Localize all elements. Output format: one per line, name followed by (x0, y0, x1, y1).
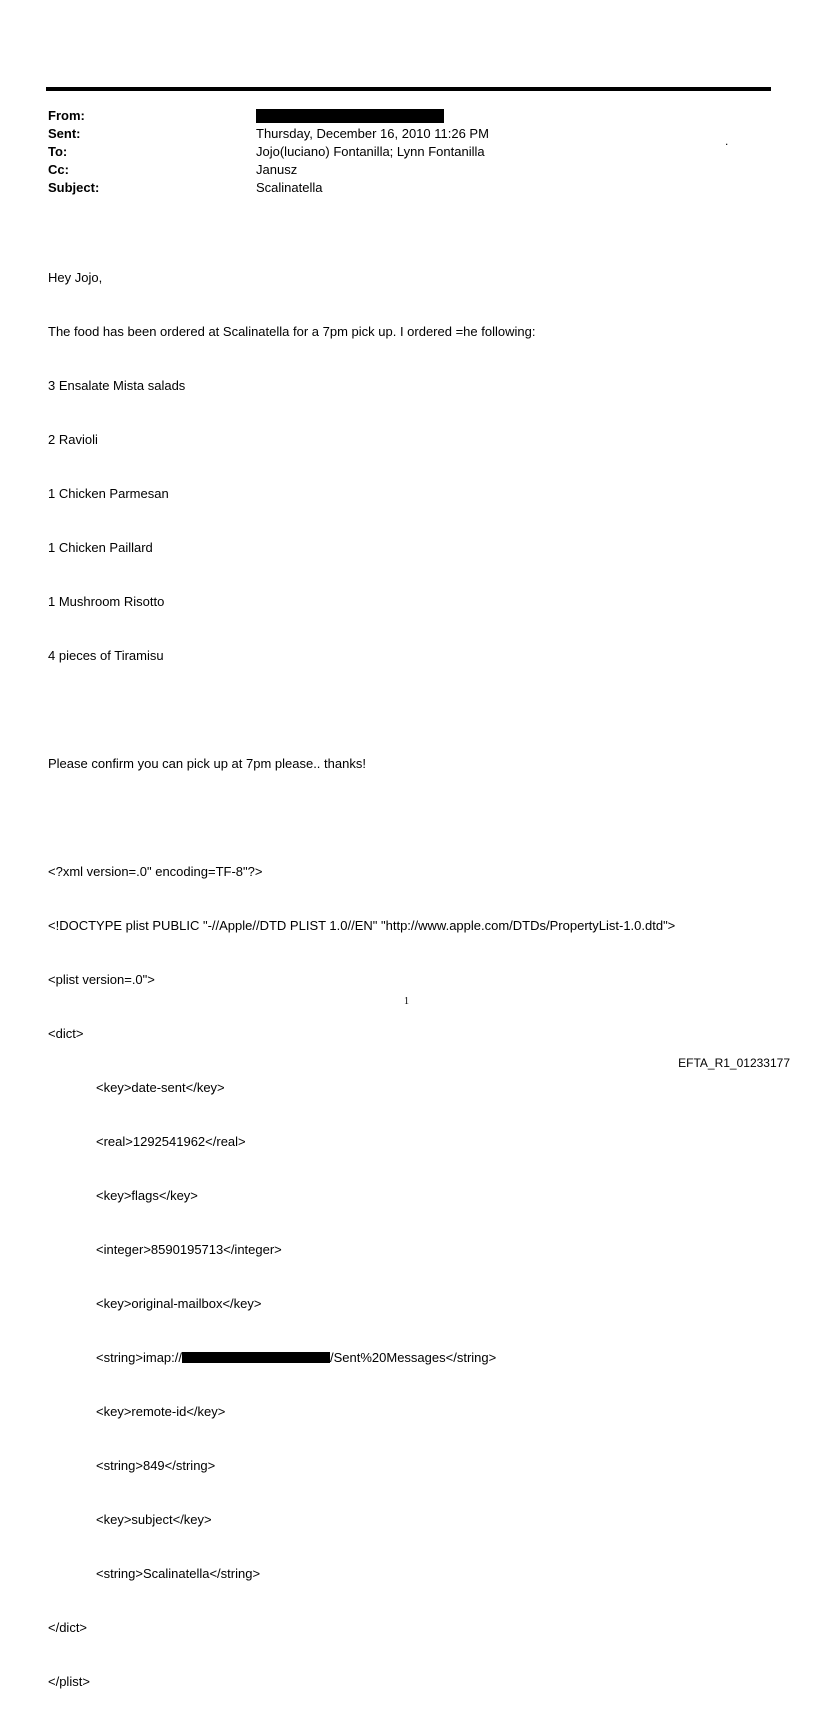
bates-number: EFTA_R1_01233177 (678, 1056, 790, 1070)
order-item: 1 Chicken Paillard (48, 540, 153, 555)
from-label: From: (48, 108, 85, 123)
cc-row (48, 161, 489, 179)
greeting: Hey Jojo, (48, 270, 103, 285)
plist-open: <plist version=.0"> (48, 972, 155, 987)
plist-entry: <key>flags</key> (96, 1188, 198, 1203)
plist-entry: <key>subject</key> (96, 1512, 212, 1527)
plist-entry: <key>date-sent</key> (96, 1080, 225, 1095)
redaction-block (256, 109, 444, 123)
subject-label: Subject: (48, 180, 100, 195)
plist-entry: <key>original-mailbox</key> (96, 1296, 262, 1311)
plist-close: </plist> (48, 1674, 90, 1689)
redaction-block (236, 1352, 330, 1363)
order-item: 1 Chicken Parmesan (48, 486, 169, 501)
to-row (48, 143, 489, 161)
cc-value: Janusz (256, 162, 298, 177)
page-number: 1 (404, 996, 409, 1007)
cc-label: Cc: (48, 162, 69, 177)
subject-row (48, 179, 489, 197)
plist-entry: <string>Scalinatella</string> (96, 1566, 261, 1581)
order-item: 4 pieces of Tiramisu (48, 648, 164, 663)
order-item: 2 Ravioli (48, 432, 98, 447)
doctype-line: <!DOCTYPE plist PUBLIC "-//Apple//DTD PLIST 1.0//EN" "http://www.apple.com/DTDs/PropertyList-1.0.dtd"> (48, 918, 676, 933)
header-rule (46, 87, 771, 91)
imap-prefix: <string>imap:// (96, 1350, 182, 1365)
email-body (48, 233, 675, 1709)
xml-declaration: <?xml version=.0" encoding=TF-8"?> (48, 864, 263, 879)
stray-mark: . (725, 134, 729, 148)
to-value: Jojo(luciano) Fontanilla; Lynn Fontanilla (256, 144, 485, 159)
sent-value: Thursday, December 16, 2010 11:26 PM (256, 126, 489, 141)
order-item: 1 Mushroom Risotto (48, 594, 165, 609)
spacer (48, 701, 675, 719)
imap-suffix: /Sent%20Messages</string> (330, 1350, 497, 1365)
from-row (48, 107, 489, 125)
closing-line: Please confirm you can pick up at 7pm please.. thanks! (48, 756, 366, 771)
intro-line: The food has been ordered at Scalinatella for a 7pm pick up. I ordered =he following: (48, 324, 536, 339)
plist-entry-imap (48, 1349, 675, 1367)
dict-open: <dict> (48, 1026, 84, 1041)
redaction-block (182, 1352, 236, 1363)
plist-entry: <integer>8590195713</integer> (96, 1242, 282, 1257)
sent-row (48, 125, 489, 143)
sent-label: Sent: (48, 126, 81, 141)
to-label: To: (48, 144, 68, 159)
dict-close: </dict> (48, 1620, 88, 1635)
order-item: 3 Ensalate Mista salads (48, 378, 186, 393)
email-header (48, 107, 489, 197)
subject-value: Scalinatella (256, 180, 323, 195)
plist-entry: <string>849</string> (96, 1458, 216, 1473)
spacer (48, 809, 675, 827)
plist-entry: <key>remote-id</key> (96, 1404, 226, 1419)
plist-entry: <real>1292541962</real> (96, 1134, 246, 1149)
